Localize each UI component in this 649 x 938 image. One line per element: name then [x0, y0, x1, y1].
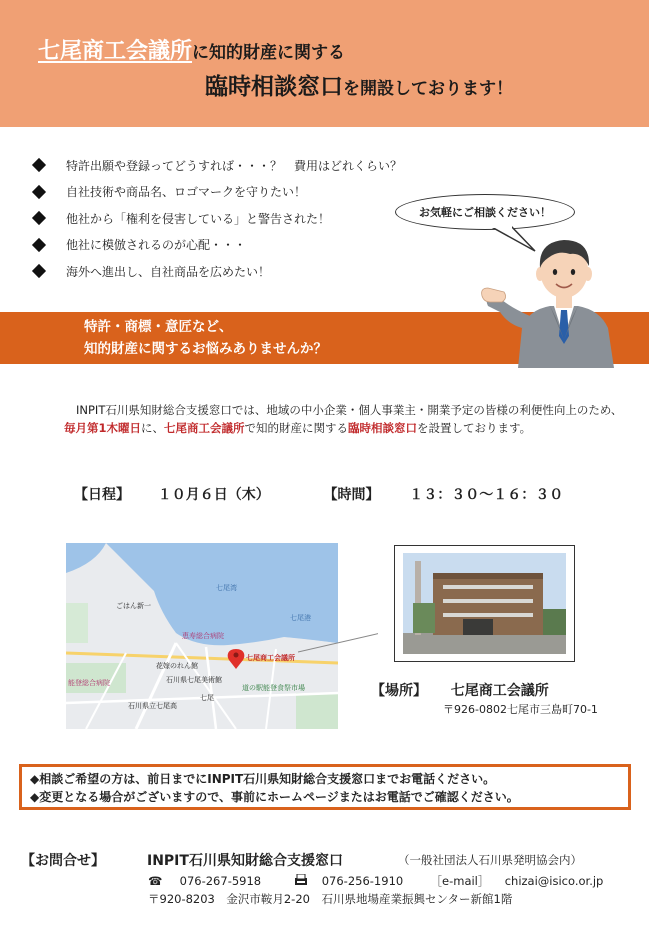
schedule-row	[74, 484, 563, 504]
header-line-1	[38, 34, 345, 65]
header-line2-suffix: を開設しております！	[343, 79, 513, 99]
map-label: 七尾商工会議所	[246, 654, 295, 662]
diamond-bullet-icon	[32, 211, 46, 225]
list-item-text: 他社に模倣されるのが心配・・・	[66, 238, 247, 253]
contact-name: INPIT石川県知財総合支援窓口	[147, 853, 343, 869]
building-photo	[403, 553, 566, 654]
date-label: 【日程】	[74, 487, 130, 503]
intro-text-2: に、	[141, 421, 165, 435]
concern-list	[32, 152, 402, 285]
map-label: 恵寿総合病院	[182, 632, 224, 640]
time-value: １３：３０～１６：３０	[409, 487, 564, 503]
diamond-bullet-icon	[32, 185, 46, 199]
speech-bubble-text: お気軽にご相談ください！	[419, 206, 551, 219]
building-photo-frame	[394, 545, 575, 662]
phone-number[interactable]: 076-267-5918	[179, 874, 262, 888]
place-address: 〒926-0802七尾市三島町70-1	[443, 703, 598, 716]
place-value: 七尾商工会議所	[450, 683, 549, 699]
list-item-text: 他社から「権利を侵害している」と警告された！	[66, 211, 331, 226]
diamond-bullet-icon	[32, 264, 46, 278]
list-item	[32, 179, 402, 206]
list-item	[32, 232, 402, 259]
notice-box	[19, 764, 631, 810]
fax-icon	[294, 874, 308, 886]
list-item	[32, 205, 402, 232]
map-photo-connector	[298, 630, 378, 670]
contact-phone-line	[148, 873, 603, 889]
header-line-2	[205, 68, 513, 101]
map-label: 石川県立七尾高	[128, 702, 177, 710]
map-label: 花嫁のれん館	[156, 662, 198, 670]
intro-text-3: で知的財産に関する	[244, 421, 349, 435]
map-label: 道の駅能登食祭市場	[242, 684, 305, 692]
date-value: １０月６日（木）	[157, 487, 270, 503]
map-label: 能登総合病院	[68, 679, 110, 687]
intro-highlight-venue: 七尾商工会議所	[164, 421, 245, 435]
contact-org: （一般社団法人石川県発明協会内）	[398, 853, 582, 867]
header-consult-title: 臨時相談窓口	[205, 74, 343, 100]
list-item-text: 海外へ進出し、自社商品を広めたい！	[66, 264, 271, 279]
band-line-1: 特許・商標・意匠など、	[84, 319, 233, 335]
map-label: 石川県七尾美術館	[166, 676, 222, 684]
place-row	[371, 680, 549, 700]
diamond-bullet-icon	[32, 158, 46, 172]
map-label: 七尾湾	[216, 584, 237, 592]
question-band-text	[84, 316, 327, 360]
intro-highlight-day: 毎月第1木曜日	[64, 421, 142, 435]
email-address[interactable]: chizai@isico.or.jp	[504, 874, 604, 888]
list-item	[32, 258, 402, 285]
list-item-text: 特許出願や登録ってどうすれば・・・？ 費用はどれくらい？	[66, 158, 403, 173]
intro-paragraph	[64, 401, 624, 437]
phone-icon: ☎	[148, 874, 163, 888]
contact-title: 【お問合せ】	[21, 853, 105, 869]
header-org-name: 七尾商工会議所	[38, 39, 193, 64]
notice-line-2: ◆変更となる場合がございますので、事前にホームページまたはお電話でご確認ください。	[30, 790, 519, 804]
map-label: 七尾港	[290, 614, 311, 622]
fax-number[interactable]: 076-256-1910	[321, 874, 404, 888]
email-label: ［e-mail］	[430, 874, 490, 888]
time-label: 【時間】	[323, 487, 380, 503]
notice-line-1: ◆相談ご希望の方は、前日までにINPIT石川県知財総合支援窓口までお電話ください。	[30, 772, 496, 786]
list-item	[32, 152, 402, 179]
map-label: 七尾	[200, 694, 214, 702]
intro-text-4: を設置しております。	[417, 421, 532, 435]
building-image-icon	[403, 553, 566, 654]
header-line1-suffix: に知的財産に関する	[192, 43, 346, 63]
contact-address: 〒920-8203 金沢市鞍月2-20 石川県地場産業振興センター新館1階	[148, 892, 513, 906]
band-line-2: 知的財産に関するお悩みありませんか？	[84, 341, 327, 357]
consultant-illustration-icon	[478, 228, 628, 368]
diamond-bullet-icon	[32, 238, 46, 252]
list-item-text: 自社技術や商品名、ロゴマークを守りたい！	[66, 185, 307, 200]
map-label: ごはん新一	[116, 602, 151, 610]
place-label: 【場所】	[371, 683, 427, 699]
intro-highlight-window: 臨時相談窓口	[348, 421, 418, 435]
intro-text-1: INPIT石川県知財総合支援窓口では、地域の中小企業・個人事業主・開業予定の皆様の利便性向上のため、	[76, 403, 623, 417]
